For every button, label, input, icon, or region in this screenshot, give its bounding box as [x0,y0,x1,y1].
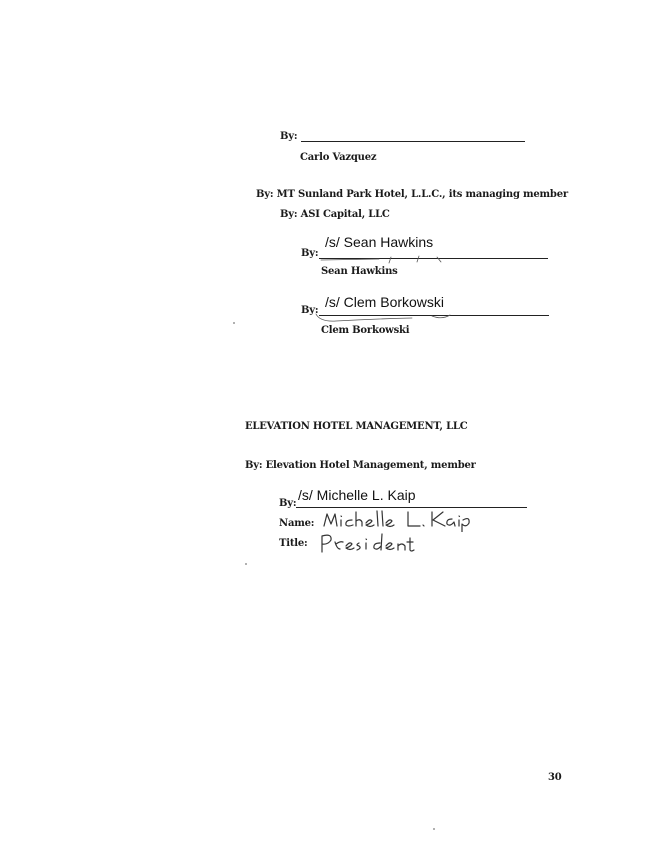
page-number: 30 [548,772,562,783]
company-heading: ELEVATION HOTEL MANAGEMENT, LLC [245,421,468,432]
signature-scribble [319,254,459,266]
scan-speck [233,322,235,324]
signature-text: /s/ Michelle L. Kaip [298,487,416,503]
by-label: By: [280,131,298,142]
signature-text: /s/ Clem Borkowski [325,294,445,310]
handwritten-title-signature [318,530,418,556]
by-label: By: [301,305,319,316]
entity-line: By: Elevation Hotel Management, member [245,460,476,471]
name-label: Name: [279,518,315,529]
scan-speck [433,828,435,830]
signature-text: /s/ Sean Hawkins [325,234,434,250]
title-label: Title: [279,538,308,549]
signer-name: Clem Borkowski [321,325,410,336]
entity-line: By: MT Sunland Park Hotel, L.L.C., its managing member [256,189,568,200]
handwritten-name-signature [322,508,472,532]
signature-line [301,141,525,142]
scan-speck [245,563,247,565]
signature-scribble [312,310,462,326]
signer-name: Carlo Vazquez [300,152,377,163]
sub-entity-line: By: ASI Capital, LLC [280,209,390,220]
signer-name: Sean Hawkins [321,266,398,277]
by-label: By: [301,248,319,259]
by-label: By: [279,498,297,509]
